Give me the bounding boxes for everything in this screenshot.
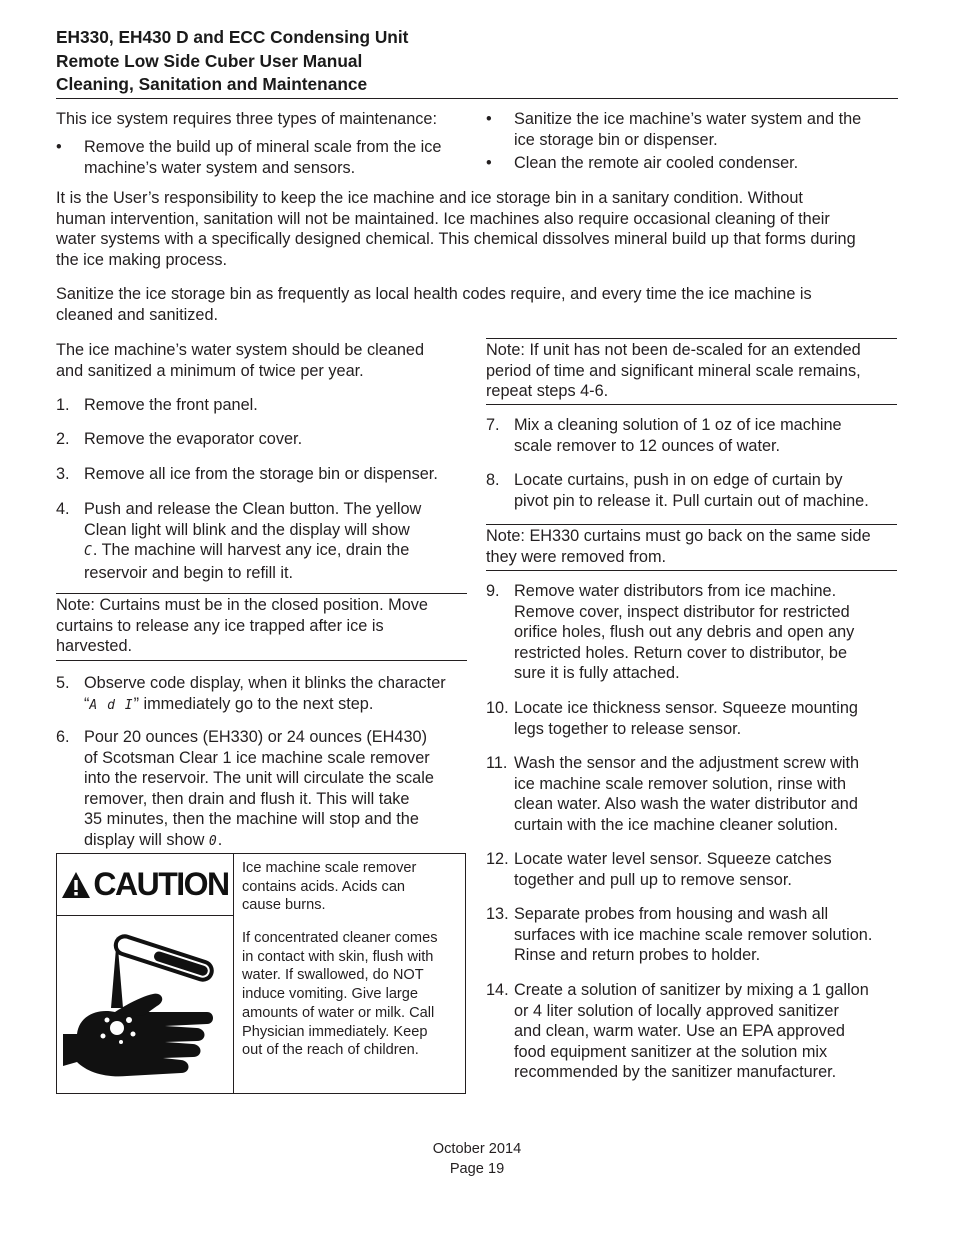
step-text-line: reservoir and begin to refill it.	[84, 563, 294, 582]
step-number: 6.	[56, 728, 70, 746]
step-text: Remove all ice from the storage bin or dispenser.	[84, 465, 438, 483]
bullet-mark: •	[486, 154, 492, 172]
bullet-text-line: ice storage bin or dispenser.	[514, 130, 718, 149]
note-line: harvested.	[56, 637, 133, 656]
step-number: 2.	[56, 430, 70, 448]
step-text-line: C. The machine will harvest any ice, drain the	[84, 541, 410, 560]
note-line: repeat steps 4-6.	[486, 382, 609, 401]
caution-title-cell	[57, 854, 234, 916]
step-number: 10.	[486, 699, 509, 717]
caution-warning-text	[242, 859, 457, 915]
footer-date: October 2014	[432, 1141, 522, 1157]
note-line: Note: EH330 curtains must go back on the same side	[486, 527, 871, 545]
step-text-line: ice machine scale remover solution, rinse with	[514, 774, 847, 793]
step-number: 8.	[486, 471, 500, 489]
display-code: C	[84, 544, 93, 560]
note-line: curtains to release any ice trapped after ice is	[56, 616, 384, 635]
step-text-line: Create a solution of sanitizer by mixing a 1 gallon	[514, 981, 869, 999]
paragraph-line: It is the User’s responsibility to keep the ice machine and ice storage bin in a sanitary condition. Without	[56, 189, 803, 207]
document-header	[56, 26, 408, 97]
paragraph-line: and sanitized a minimum of twice per year.	[56, 361, 364, 380]
step-text-line: surfaces with ice machine scale remover solution.	[514, 925, 873, 944]
note-curtains-closed	[56, 595, 428, 657]
step-number: 7.	[486, 416, 500, 434]
step-text-line: or 4 liter solution of locally approved sanitizer	[514, 1001, 839, 1020]
step-text-line: and clean, warm water. Use an EPA approved	[514, 1022, 845, 1041]
step-text-line: Wash the sensor and the adjustment screw with	[514, 754, 860, 772]
note-rule-bottom	[486, 404, 897, 405]
step-text-line: legs together to release sensor.	[514, 719, 742, 738]
note-line: Note: If unit has not been de-scaled for an extended	[486, 341, 861, 359]
note-rule-top	[486, 524, 897, 525]
note-curtain-side	[486, 526, 871, 567]
bullet-text-line: machine’s water system and sensors.	[84, 158, 356, 177]
caution-line: water. If swallowed, do NOT	[242, 967, 424, 984]
display-code: A d I	[89, 697, 134, 713]
step-text-line: Locate water level sensor. Squeeze catches	[514, 850, 832, 868]
step-text-line: curtain with the ice machine cleaner solution.	[514, 815, 838, 834]
sanitize-paragraph	[56, 284, 901, 325]
caution-title: CAUTION	[93, 866, 229, 903]
step-text-line: Separate probes from housing and wash all	[514, 905, 829, 923]
step-text-line: pivot pin to release it. Pull curtain out of machine.	[514, 491, 869, 510]
step-text-line: Clean light will blink and the display will show	[84, 520, 410, 539]
step-text-line: Remove water distributors from ice machine.	[514, 582, 837, 600]
bullet-text-line: Sanitize the ice machine’s water system and the	[514, 110, 862, 128]
paragraph-line: human intervention, sanitation will not be maintained. Ice machines also require occasional cleaning of their	[56, 209, 830, 228]
paragraph-line: cleaned and sanitized.	[56, 305, 219, 324]
step-text-line: Pour 20 ounces (EH330) or 24 ounces (EH430)	[84, 728, 428, 746]
step-text-line: remover, then drain and flush it. This will take	[84, 789, 410, 808]
header-divider	[56, 98, 898, 99]
paragraph-line: water systems with a specifically designed chemical. This chemical dissolves mineral build up that forms during	[56, 230, 856, 249]
note-line: they were removed from.	[486, 547, 667, 566]
step-text-line: Rinse and return probes to holder.	[514, 946, 761, 965]
step-number: 1.	[56, 396, 70, 414]
step-text-line: display will show 0.	[84, 830, 223, 849]
step-number: 11.	[486, 754, 508, 772]
step-text: Remove the evaporator cover.	[84, 430, 303, 448]
step-text-line: Locate curtains, push in on edge of curtain by	[514, 471, 843, 489]
step-text-line: of Scotsman Clear 1 ice machine scale remover	[84, 748, 430, 767]
step-text-line: into the reservoir. The unit will circulate the scale	[84, 769, 434, 788]
caution-line: Ice machine scale remover	[242, 860, 417, 876]
note-rule-bottom	[56, 660, 467, 661]
step-text-line: 35 minutes, then the machine will stop and the	[84, 810, 419, 829]
step-text-line: restricted holes. Return cover to distributor, be	[514, 643, 848, 662]
page-number: Page 19	[449, 1161, 505, 1177]
caution-box	[56, 853, 466, 1094]
bullet-text-line: Clean the remote air cooled condenser.	[514, 154, 799, 172]
caution-line: in contact with skin, flush with	[242, 948, 434, 965]
step-text-line: Mix a cleaning solution of 1 oz of ice machine	[514, 416, 842, 434]
step-text: Remove the front panel.	[84, 396, 258, 414]
bullet-text-line: Remove the build up of mineral scale from the ice	[84, 138, 442, 156]
bullet-mark: •	[56, 138, 62, 156]
note-rule-top	[56, 593, 467, 594]
step-number: 9.	[486, 582, 500, 600]
caution-pictogram	[57, 916, 234, 1093]
left-column-lead	[56, 340, 424, 381]
display-code: 0	[208, 833, 218, 849]
step-number: 14.	[486, 981, 509, 999]
step-text-line: Observe code display, when it blinks the character	[84, 674, 446, 692]
responsibility-paragraph	[56, 188, 901, 270]
warning-triangle-icon	[61, 871, 91, 899]
step-text-line: orifice holes, flush out any debris and open any	[514, 623, 855, 642]
step-text-line: food equipment sanitizer at the solution mix	[514, 1042, 828, 1061]
bullet-mark: •	[486, 110, 492, 128]
step-number: 13.	[486, 905, 509, 923]
caution-line: out of the reach of children.	[242, 1042, 419, 1059]
caution-line: amounts of water or milk. Call	[242, 1004, 435, 1021]
paragraph-line: Sanitize the ice storage bin as frequently as local health codes require, and every time the ice machine is	[56, 285, 812, 303]
header-title-line2: Remote Low Side Cuber User Manual	[56, 50, 363, 71]
step-text-line: Push and release the Clean button. The yellow	[84, 500, 422, 518]
header-section-title: Cleaning, Sanitation and Maintenance	[56, 74, 368, 94]
note-descale	[486, 340, 861, 402]
note-line: Note: Curtains must be in the closed position. Move	[56, 596, 428, 614]
caution-line: cause burns.	[242, 897, 326, 914]
paragraph-line: The ice machine’s water system should be cleaned	[56, 341, 425, 359]
step-text-line: sure it is fully attached.	[514, 664, 680, 683]
caution-line: contains acids. Acids can	[242, 878, 406, 895]
caution-line: If concentrated cleaner comes	[242, 930, 438, 946]
intro-lead: This ice system requires three types of maintenance:	[56, 110, 437, 128]
step-text-line: Locate ice thickness sensor. Squeeze mounting	[514, 699, 858, 717]
step-text-line: clean water. Also wash the water distributor and	[514, 795, 858, 814]
step-text-line: scale remover to 12 ounces of water.	[514, 436, 781, 455]
step-text-line: recommended by the sanitizer manufacturer.	[514, 1063, 837, 1082]
caution-first-aid-text	[242, 929, 457, 1060]
paragraph-line: the ice making process.	[56, 250, 228, 269]
step-text-line: Remove cover, inspect distributor for restricted	[514, 602, 850, 621]
step-number: 4.	[56, 500, 70, 518]
header-title-line1: EH330, EH430 D and ECC Condensing Unit	[56, 27, 409, 47]
caution-line: induce vomiting. Give large	[242, 986, 419, 1003]
step-number: 3.	[56, 465, 70, 483]
step-text-line: together and pull up to remove sensor.	[514, 870, 792, 889]
note-rule-bottom	[486, 570, 897, 571]
step-number: 5.	[56, 674, 70, 692]
note-rule-top	[486, 338, 897, 339]
caution-line: Physician immediately. Keep	[242, 1023, 428, 1040]
acid-burn-hand-icon	[57, 916, 232, 1091]
step-text-line: “A d I” immediately go to the next step.	[84, 694, 374, 713]
note-line: period of time and significant mineral scale remains,	[486, 361, 861, 380]
step-number: 12.	[486, 850, 509, 868]
